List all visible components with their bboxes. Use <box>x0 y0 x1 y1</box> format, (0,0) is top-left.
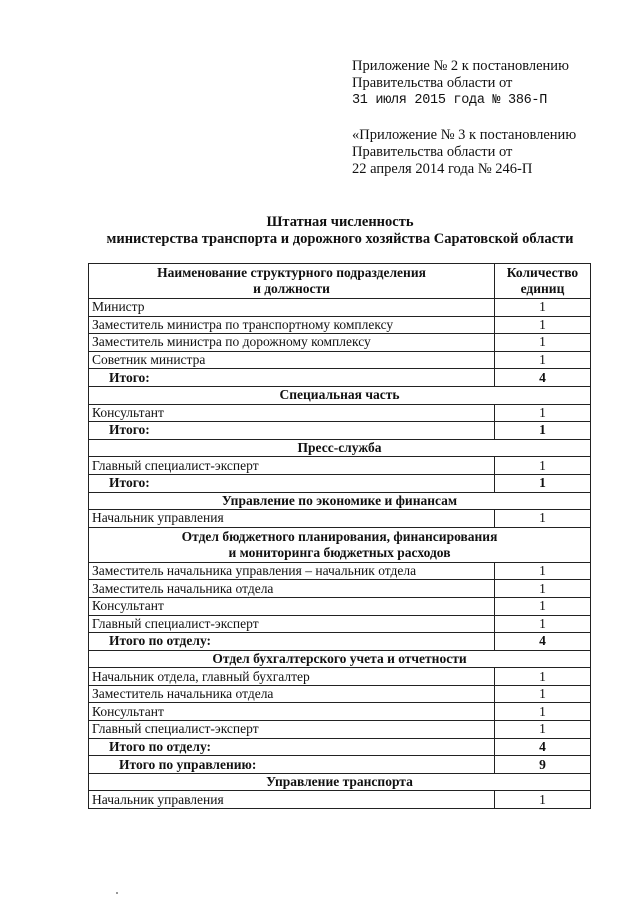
total-row: Итого по отделу: 4 <box>89 738 591 756</box>
header-position-name: Наименование структурного подразделения и должности <box>89 264 495 299</box>
section-row: Специальная часть <box>89 386 591 404</box>
document-title <box>0 214 640 248</box>
section-row: Пресс-служба <box>89 439 591 457</box>
table-row: Консультант 1 <box>89 597 591 615</box>
table-row: Советник министра 1 <box>89 351 591 369</box>
section-row: Отдел бюджетного планирования, финансирования и мониторинга бюджетных расходов <box>89 527 591 562</box>
section-row: Управление транспорта <box>89 773 591 791</box>
table-row: Главный специалист-эксперт 1 <box>89 615 591 633</box>
table-row: Начальник отдела, главный бухгалтер 1 <box>89 668 591 686</box>
section-row: Управление по экономике и финансам <box>89 492 591 510</box>
table-row: Заместитель начальника управления – начальник отдела 1 <box>89 562 591 580</box>
table-row: Министр 1 <box>89 299 591 317</box>
annex-current-line2: Правительства области от <box>352 75 513 91</box>
header-count: Количество единиц <box>495 264 591 299</box>
annex-current-line3: 31 июля 2015 года № 386-П <box>352 93 548 108</box>
annex-current-line1: Приложение № 2 к постановлению <box>352 58 569 74</box>
total-row: Итого: 1 <box>89 422 591 440</box>
annex-original-line2: Правительства области от <box>352 144 513 160</box>
table-row: Начальник управления 1 <box>89 510 591 528</box>
table-row: Главный специалист-эксперт 1 <box>89 721 591 739</box>
annex-current-block <box>352 58 632 109</box>
table-row: Заместитель начальника отдела 1 <box>89 580 591 598</box>
annex-original-line3: 22 апреля 2014 года № 246-П <box>352 161 533 177</box>
table-row: Консультант 1 <box>89 404 591 422</box>
section-row: Отдел бухгалтерского учета и отчетности <box>89 650 591 668</box>
table-row: Консультант 1 <box>89 703 591 721</box>
table-row: Главный специалист-эксперт 1 <box>89 457 591 475</box>
total-row: Итого по отделу: 4 <box>89 633 591 651</box>
title-line2: министерства транспорта и дорожного хозяйства Саратовской области <box>106 231 574 247</box>
staff-table <box>88 263 591 809</box>
annex-original-block <box>352 127 632 178</box>
title-line1: Штатная численность <box>266 214 414 230</box>
total-row: Итого по управлению: 9 <box>89 756 591 774</box>
table-row: Заместитель министра по транспортному комплексу 1 <box>89 316 591 334</box>
table-row: Заместитель начальника отдела 1 <box>89 685 591 703</box>
table-header-row <box>89 264 591 299</box>
total-row: Итого: 1 <box>89 474 591 492</box>
annex-original-line1: «Приложение № 3 к постановлению <box>352 127 577 143</box>
table-row: Начальник управления 1 <box>89 791 591 809</box>
table-row: Заместитель министра по дорожному комплексу 1 <box>89 334 591 352</box>
scan-speck <box>116 892 118 894</box>
total-row: Итого: 4 <box>89 369 591 387</box>
